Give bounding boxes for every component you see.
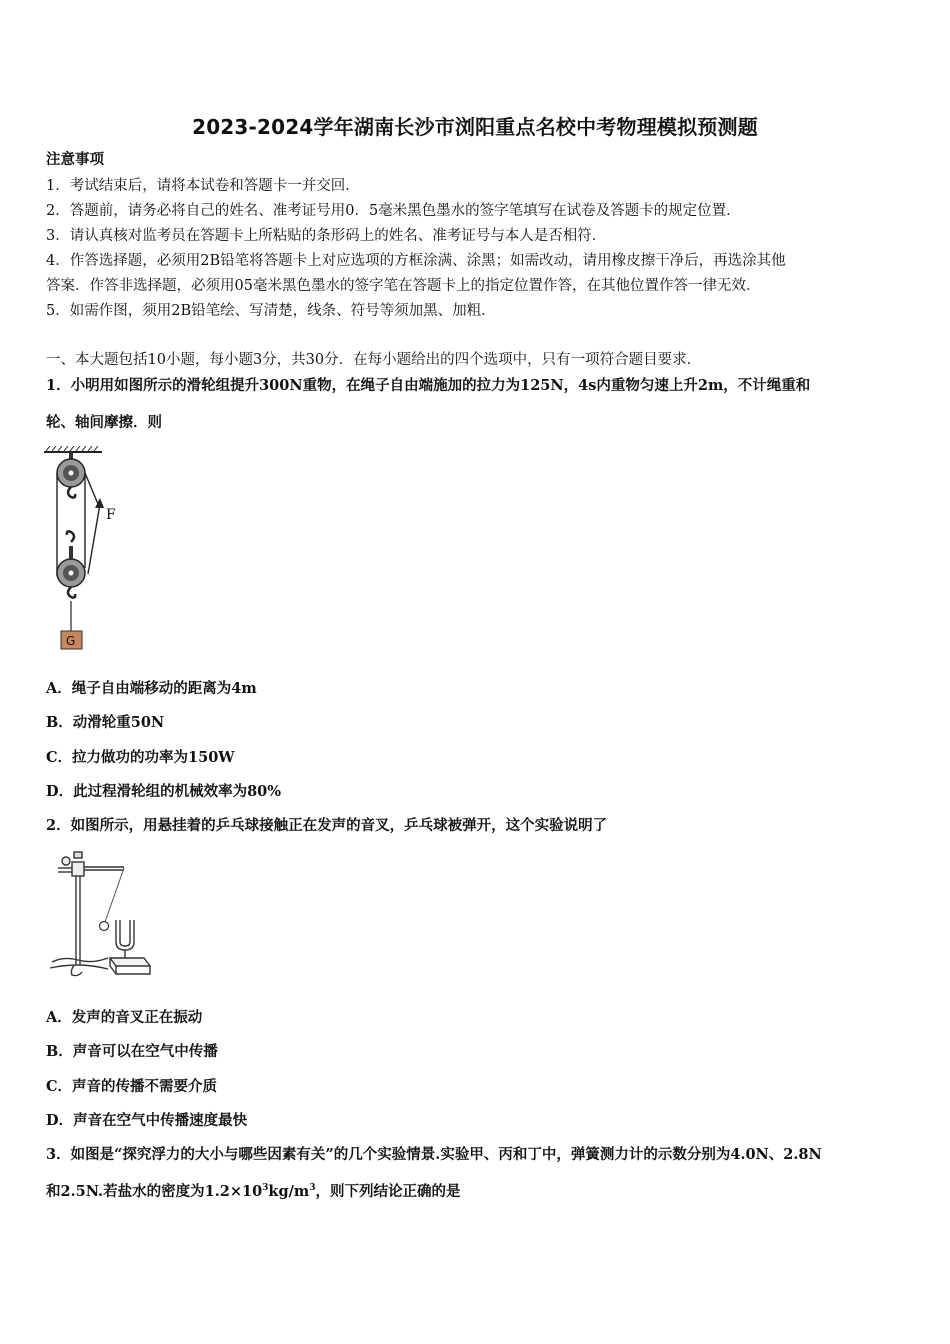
- q3-stem-cont: [46, 1182, 461, 1202]
- q3-sup-1: 3: [262, 1183, 269, 1194]
- q3-text-c: ，则下列结论正确的是: [315, 1183, 461, 1200]
- notice-item-4-cont: 答案．作答非选择题，必须用05毫米黑色墨水的签字笔在答题卡上的指定位置作答，在其他位置作答一律无效．: [46, 278, 761, 294]
- notice-item-3: 3．请认真核对监考员在答题卡上所粘贴的条形码上的姓名、准考证号与本人是否相符．: [46, 228, 607, 244]
- q3-text-b: kg/m: [268, 1183, 310, 1200]
- q3-sup-2: 3: [309, 1183, 316, 1194]
- q2-option-b: B．声音可以在空气中传播: [46, 1043, 218, 1060]
- weight-label: G: [66, 634, 76, 648]
- fixed-pulley: [57, 452, 85, 498]
- movable-pulley: [57, 531, 85, 597]
- q1-option-a: A．绳子自由端移动的距离为4m: [46, 680, 257, 697]
- force-label: F: [106, 507, 116, 523]
- tuning-fork-figure: [44, 850, 156, 982]
- section-heading: 一、本大题包括10小题，每小题3分，共30分．在每小题给出的四个选项中，只有一项符合题目要求．: [46, 352, 702, 368]
- q2-option-d: D．声音在空气中传播速度最快: [46, 1112, 248, 1129]
- q2-option-a: A．发声的音叉正在振动: [46, 1009, 203, 1026]
- q1-stem-cont: 轮、轴间摩擦．则: [46, 414, 162, 431]
- notice-item-4: 4．作答选择题，必须用2B铅笔将答题卡上对应选项的方框涂满、涂黑；如需改动，请用橡皮擦干净后，再选涂其他: [46, 253, 786, 269]
- notice-item-5: 5．如需作图，须用2B铅笔绘、写清楚，线条、符号等须加黑、加粗．: [46, 303, 496, 319]
- q2-stem: 2．如图所示，用悬挂着的乒乓球接触正在发声的音叉，乒乓球被弹开，这个实验说明了: [46, 817, 608, 834]
- q1-stem: 1．小明用如图所示的滑轮组提升300N重物，在绳子自由端施加的拉力为125N，4s内重物匀速上升2m，不计绳重和: [46, 377, 811, 394]
- notice-item-1: 1．考试结束后，请将本试卷和答题卡一并交回．: [46, 178, 360, 194]
- q3-text-a: 和2.5N.若盐水的密度为1.2×10: [46, 1183, 263, 1200]
- pulley-figure: [40, 446, 130, 656]
- notice-heading: 注意事项: [46, 151, 104, 168]
- ceiling-hatch: [44, 446, 102, 452]
- q1-option-c: C．拉力做功的功率为150W: [46, 749, 235, 766]
- page-title: 2023-2024学年湖南长沙市浏阳重点名校中考物理模拟预测题: [192, 115, 758, 139]
- notice-item-2: 2．答题前，请务必将自己的姓名、准考证号用0．5毫米黑色墨水的签字笔填写在试卷及答题卡的规定位置．: [46, 203, 741, 219]
- q1-option-b: B．动滑轮重50N: [46, 714, 165, 731]
- q3-stem: 3．如图是“探究浮力的大小与哪些因素有关”的几个实验情景.实验甲、丙和丁中，弹簧测力计的示数分别为4.0N、2.8N: [46, 1146, 822, 1163]
- q1-option-d: D．此过程滑轮组的机械效率为80%: [46, 783, 282, 800]
- tuning-fork: [110, 920, 150, 974]
- q2-option-c: C．声音的传播不需要介质: [46, 1078, 218, 1095]
- stand: [50, 852, 124, 976]
